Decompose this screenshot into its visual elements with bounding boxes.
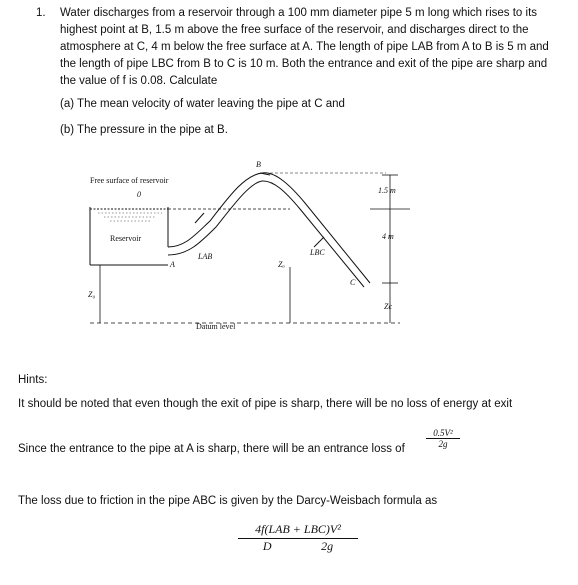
part-a: (a) The mean velocity of water leaving the pipe at C and xyxy=(60,98,345,110)
datum-label: Datum level xyxy=(196,322,236,331)
zc-label: Zc xyxy=(384,302,392,311)
z0-label: Z₀ xyxy=(88,290,96,299)
flow-arrow-3 xyxy=(314,237,324,247)
zero-label: 0 xyxy=(137,190,141,199)
free-surface-label: Free surface of reservoir xyxy=(90,176,169,185)
lbc-label: LBC xyxy=(310,248,325,257)
point-b-label: B xyxy=(256,160,261,169)
reservoir-label: Reservoir xyxy=(110,234,142,243)
formula-den-right: 2g xyxy=(321,539,334,553)
part-b: (b) The pressure in the pipe at B. xyxy=(60,124,228,136)
entrance-denominator: 2g xyxy=(438,439,448,449)
za-label: Zₐ xyxy=(278,260,285,269)
point-c-label: C xyxy=(350,278,356,287)
h4-label: 4 m xyxy=(382,232,394,241)
hint-exit: It should be noted that even though the exit of pipe is sharp, there will be no loss of energy at exit xyxy=(18,398,513,410)
hint-friction: The loss due to friction in the pipe ABC is given by the Darcy-Weisbach formula as xyxy=(18,495,438,507)
pipe-diagram xyxy=(70,155,420,350)
formula-den-left: D xyxy=(262,539,272,553)
hints-title: Hints: xyxy=(18,374,48,386)
friction-formula xyxy=(238,522,358,554)
question-number: 1. xyxy=(36,7,46,19)
h15-label: 1.5 m xyxy=(378,186,396,195)
lab-label: LAB xyxy=(198,252,213,261)
question-block xyxy=(36,5,566,90)
entrance-numerator: 0.5V² xyxy=(426,428,460,439)
point-a-label: A xyxy=(170,260,175,269)
flow-arrow-1 xyxy=(195,213,204,223)
question-text: Water discharges from a reservoir through a 100 mm diameter pipe 5 m long which rises to its highest point at B, 1.5 m above the free surface of the reservoir, and discharges direct to the atmosphere at C, 4 m below the free surface at A. The length of pipe LAB from A to B is 5 m and the length of pipe LBC from B to C is 10 m. Both the entrance and exit of the pipe are sharp and the value of f is 0.08. Calculate xyxy=(60,7,549,87)
formula-numerator: 4f(LAB + LBC)V² xyxy=(238,522,358,539)
hint-entrance: Since the entrance to the pipe at A is sharp, there will be an entrance loss of xyxy=(18,443,405,455)
pipe-outer xyxy=(168,173,370,283)
entrance-fraction xyxy=(426,428,460,449)
pipe-inner xyxy=(168,181,364,287)
